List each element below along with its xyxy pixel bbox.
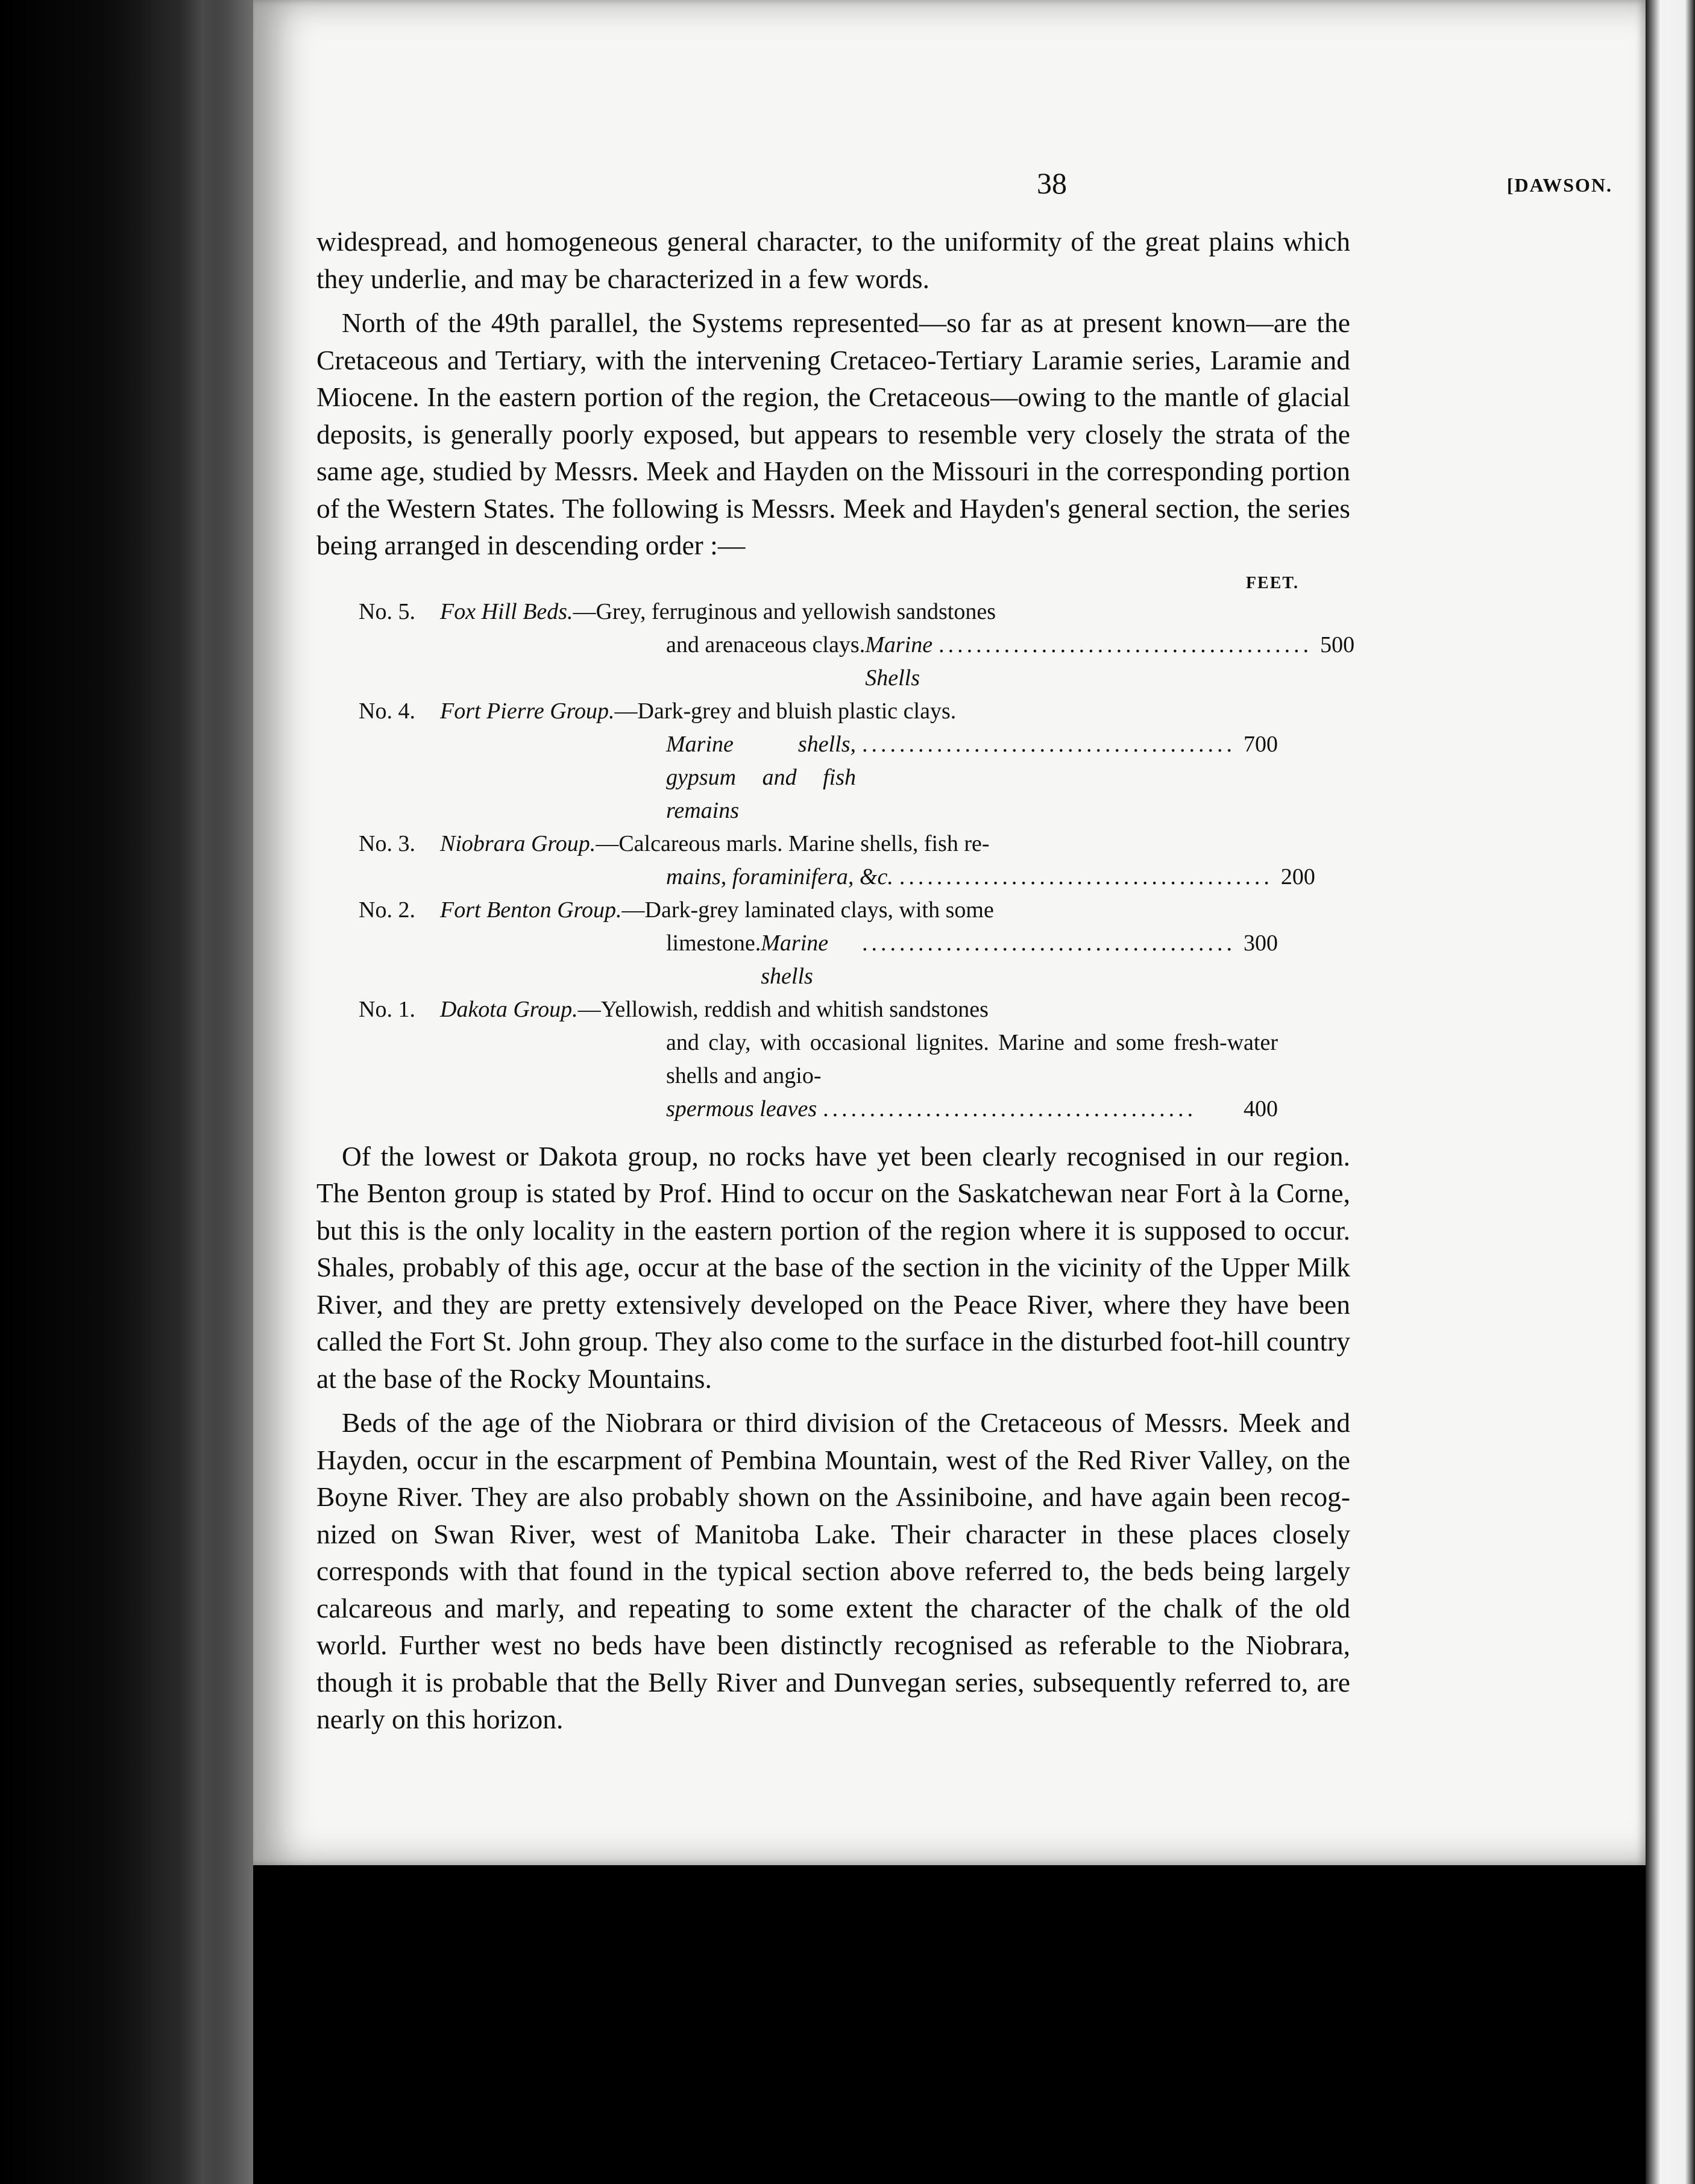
bed-thickness: 300	[1244, 930, 1278, 956]
bed-name: Dakota Group.	[440, 996, 578, 1022]
running-title: [DAWSON.	[1506, 174, 1612, 196]
bed-thickness: 200	[1280, 864, 1315, 890]
bed-name: Niobrara Group.	[440, 830, 596, 856]
leader-dots: ........................................	[823, 1096, 1197, 1122]
bed-description-cont: and clay, with occasional lignites. Marine and some fresh-water shells and angio-	[666, 1029, 1278, 1088]
bed-number: No. 3.	[359, 830, 415, 856]
bed-name: Fort Benton Group.	[440, 897, 622, 923]
running-head	[253, 166, 1646, 214]
leader-dots: ........................................	[862, 731, 1236, 757]
right-page-edge	[1646, 0, 1695, 2184]
section-bed	[359, 993, 1278, 1126]
page-body	[316, 223, 1355, 1745]
paragraph: widespread, and homogeneous general character, to the uniformity of the great plains which they underlie, and may be characterized in a few words.	[316, 226, 1350, 294]
bed-description-cont: and arenaceous clays.	[666, 632, 866, 657]
paragraph: North of the 49th parallel, the Systems represented—so far as at present known—are the Cretaceous and Tertiary, with the intervening Cretaceo-Tertiary Laramie series, Laramie and Miocene. In the eastern portion of the region, the Cretaceous—owing to the mantle of glacial deposits, is generally poorly exposed, but appears to resemble very closely the strata of the same age, studied by Messrs. Meek and Hayden on the Missouri in the corresponding portion of the Western States. The following is Messrs. Meek and Hayden's general section, the series being arranged in descending order :—	[316, 307, 1350, 560]
section-bed	[359, 827, 1315, 894]
leader-dots: ........................................	[862, 930, 1236, 956]
bed-number: No. 5.	[359, 598, 415, 624]
bed-number: No. 2.	[359, 897, 415, 923]
bed-thickness: 700	[1244, 731, 1278, 757]
leader-dots: ........................................	[899, 864, 1273, 890]
bed-description-cont: mains, foraminifera, &c.	[666, 864, 893, 890]
gutter-shadow	[139, 0, 229, 2184]
bed-thickness: 400	[1244, 1096, 1278, 1122]
bed-fossils: spermous leaves	[666, 1096, 817, 1122]
bed-name: Fox Hill Beds.	[440, 598, 573, 624]
bed-description: —Dark-grey laminated clays, with some	[621, 897, 994, 923]
bed-fossils: Marine Shells	[865, 632, 933, 691]
bed-description-cont: limestone.	[666, 930, 761, 956]
bed-name: Fort Pierre Group.	[440, 698, 615, 724]
section-bed	[359, 595, 1355, 695]
bed-description: —Yellowish, reddish and whitish sandstones	[577, 996, 989, 1022]
bed-fossils: Marine shells	[761, 930, 829, 989]
bed-number: No. 4.	[359, 698, 415, 724]
section-bed	[359, 894, 1278, 993]
page-number: 38	[1037, 166, 1067, 200]
bed-description: —Dark-grey and bluish plastic clays.	[614, 698, 957, 724]
bed-fossils: Marine shells, gypsum and fish remains	[666, 731, 856, 823]
page-bottom-shadow	[253, 1856, 1646, 2184]
leader-dots: ........................................	[939, 632, 1313, 657]
geological-section-table	[359, 571, 1355, 1126]
bed-description: —Grey, ferruginous and yellowish sandstones	[573, 598, 996, 624]
bed-description: —Calcareous marls. Marine shells, fish re-	[596, 830, 990, 856]
paragraph: Beds of the age of the Niobrara or third division of the Cretaceous of Messrs. Meek and Hayden, occur in the escarpment of Pembina Mountain, west of the Red River Valley, on the Boyne River. They are also probably shown on the Assiniboine, and have again been recognized on Swan River, west of Manitoba Lake. Their character in these places closely corresponds with that found in the typical section above referred to, the beds being largely calcareous and marly, and repeating to some extent the character of the chalk of the old world. Further west no beds have been distinctly recognised as referable to the Niobrara, though it is probable that the Belly River and Dunvegan series, subsequently referred to, are nearly on this horizon.	[316, 1407, 1350, 1734]
section-bed	[359, 695, 1278, 827]
paragraph: Of the lowest or Dakota group, no rocks have yet been clearly recognised in our region. The Benton group is stated by Prof. Hind to occur on the Saskatchewan near Fort à la Corne, but this is the only locality in the eastern portion of the region where it is supposed to occur. Shales, probably of this age, occur at the base of the section in the vicinity of the Upper Milk River, and they are pretty extensively developed on the Peace River, where they have been called the Fort St. John group. They also come to the surface in the disturbed foot-hill country at the base of the Rocky Mountains.	[316, 1140, 1350, 1394]
units-label: FEET.	[1245, 573, 1299, 592]
bed-number: No. 1.	[359, 996, 415, 1022]
bed-thickness: 500	[1320, 632, 1355, 657]
